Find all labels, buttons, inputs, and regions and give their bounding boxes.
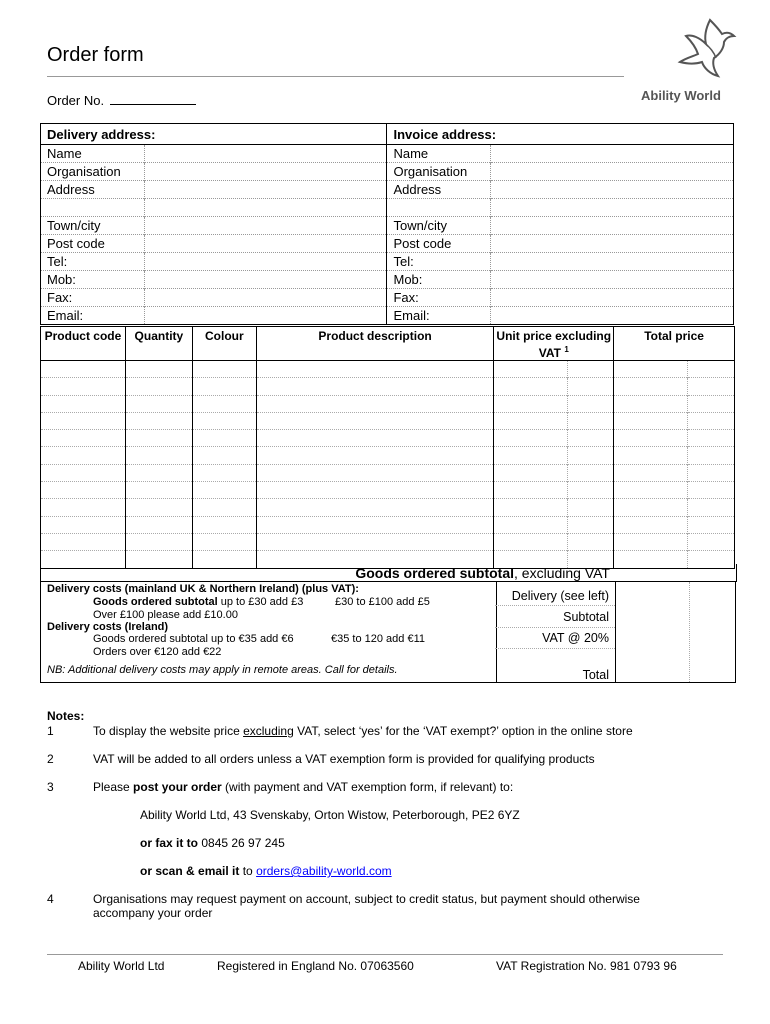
product-row	[41, 464, 735, 481]
fax-number: 0845 26 97 245	[198, 836, 285, 850]
product-colour-cell[interactable]	[192, 516, 256, 533]
invoice-address-heading: Invoice address:	[387, 124, 734, 145]
invoice-field-input[interactable]	[491, 307, 734, 325]
product-description-cell[interactable]	[256, 464, 494, 481]
postal-address: Ability World Ltd, 43 Svenskaby, Orton Wistow, Peterborough, PE2 6YZ	[140, 808, 520, 822]
invoice-field-input[interactable]	[491, 235, 734, 253]
ie-delivery-line1: Goods ordered subtotal up to €35 add €6	[93, 633, 294, 645]
invoice-field-input[interactable]	[491, 253, 734, 271]
footer-registration: Registered in England No. 07063560	[217, 959, 414, 973]
product-code-cell[interactable]	[41, 412, 126, 429]
invoice-field-label: Name	[387, 145, 491, 163]
product-total-price-pence-cell[interactable]	[688, 499, 735, 516]
product-quantity-cell[interactable]	[125, 361, 192, 378]
delivery-nb: NB: Additional delivery costs may apply in remote areas. Call for details.	[47, 664, 398, 676]
product-description-cell[interactable]	[256, 361, 494, 378]
notes-heading: Notes:	[47, 709, 85, 723]
product-description-cell[interactable]	[256, 447, 494, 464]
delivery-field-label: Address	[41, 181, 145, 199]
summary-divider	[495, 627, 615, 628]
product-table	[40, 326, 735, 569]
product-quantity-cell[interactable]	[125, 447, 192, 464]
invoice-field-label: Email:	[387, 307, 491, 325]
product-total-price-cell[interactable]	[614, 516, 688, 533]
product-unit-price-pence-cell[interactable]	[568, 447, 614, 464]
ie-delivery-line1b: €35 to 120 add €11	[331, 633, 425, 645]
invoice-field-label: Organisation	[387, 163, 491, 181]
address-row	[41, 271, 734, 289]
col-unit-price	[494, 327, 614, 361]
product-total-price-cell[interactable]	[614, 430, 688, 447]
product-unit-price-cell[interactable]	[494, 395, 568, 412]
product-code-cell[interactable]	[41, 464, 126, 481]
delivery-field-input[interactable]	[144, 307, 387, 325]
product-quantity-cell[interactable]	[125, 499, 192, 516]
product-unit-price-cell[interactable]	[494, 464, 568, 481]
product-row	[41, 516, 735, 533]
address-row	[41, 235, 734, 253]
product-colour-cell[interactable]	[192, 464, 256, 481]
product-row	[41, 378, 735, 395]
product-total-price-cell[interactable]	[614, 412, 688, 429]
uk-line1-bold: Goods ordered subtotal	[93, 596, 218, 608]
invoice-field-label: Tel:	[387, 253, 491, 271]
footer-vat-registration: VAT Registration No. 981 0793 96	[496, 959, 677, 973]
orders-email-link[interactable]: orders@ability-world.com	[256, 864, 392, 878]
note-3-a: Please	[93, 780, 134, 794]
product-quantity-cell[interactable]	[125, 533, 192, 550]
order-no-blank[interactable]	[110, 93, 196, 105]
product-quantity-cell[interactable]	[125, 395, 192, 412]
product-code-cell[interactable]	[41, 361, 126, 378]
product-unit-price-pence-cell[interactable]	[568, 361, 614, 378]
delivery-field-input[interactable]	[144, 163, 387, 181]
product-unit-price-pence-cell[interactable]	[568, 395, 614, 412]
product-total-price-pence-cell[interactable]	[688, 395, 735, 412]
product-unit-price-cell[interactable]	[494, 361, 568, 378]
invoice-field-label: Address	[387, 181, 491, 199]
delivery-field-label	[41, 199, 145, 217]
product-unit-price-pence-cell[interactable]	[568, 533, 614, 550]
invoice-field-label	[387, 199, 491, 217]
product-total-price-cell[interactable]	[614, 499, 688, 516]
product-code-cell[interactable]	[41, 482, 126, 499]
product-unit-price-cell[interactable]	[494, 482, 568, 499]
address-row	[41, 217, 734, 235]
product-unit-price-cell[interactable]	[494, 499, 568, 516]
note-1-a: To display the website price	[93, 724, 244, 738]
product-row	[41, 361, 735, 378]
product-unit-price-pence-cell[interactable]	[568, 464, 614, 481]
note-4-line2: accompany your order	[93, 906, 213, 920]
order-summary-box	[495, 581, 736, 683]
product-colour-cell[interactable]	[192, 395, 256, 412]
delivery-field-input[interactable]	[144, 181, 387, 199]
product-total-price-cell[interactable]	[614, 378, 688, 395]
product-row	[41, 533, 735, 550]
address-table	[40, 123, 734, 325]
product-code-cell[interactable]	[41, 430, 126, 447]
note-1-number: 1	[47, 724, 54, 738]
product-total-price-pence-cell[interactable]	[688, 482, 735, 499]
address-row	[41, 145, 734, 163]
product-unit-price-cell[interactable]	[494, 533, 568, 550]
product-total-price-pence-cell[interactable]	[688, 464, 735, 481]
email-line	[140, 864, 392, 878]
delivery-field-input[interactable]	[144, 271, 387, 289]
note-3-number: 3	[47, 780, 54, 794]
product-total-price-cell[interactable]	[614, 361, 688, 378]
note-4-line1: Organisations may request payment on account, subject to credit status, but payment should otherwise	[93, 892, 640, 906]
invoice-field-input[interactable]	[491, 289, 734, 307]
product-unit-price-cell[interactable]	[494, 430, 568, 447]
product-total-price-cell[interactable]	[614, 464, 688, 481]
product-colour-cell[interactable]	[192, 499, 256, 516]
unit-price-footnote: 1	[564, 345, 569, 354]
note-2: VAT will be added to all orders unless a VAT exemption form is provided for qualifying products	[93, 752, 595, 766]
order-no-field[interactable]	[47, 93, 196, 108]
delivery-field-label: Name	[47, 146, 82, 161]
product-code-cell[interactable]	[41, 516, 126, 533]
invoice-field-input[interactable]	[491, 271, 734, 289]
product-total-price-pence-cell[interactable]	[688, 533, 735, 550]
product-total-price-pence-cell[interactable]	[688, 361, 735, 378]
note-1-underline: excluding	[243, 724, 294, 738]
note-3-bold: post your order	[133, 780, 222, 794]
product-total-price-pence-cell[interactable]	[688, 412, 735, 429]
product-colour-cell[interactable]	[192, 447, 256, 464]
uk-line1-rest: up to £30 add £3	[217, 596, 304, 608]
email-to: to	[239, 864, 257, 878]
product-code-cell[interactable]	[41, 395, 126, 412]
product-code-cell[interactable]	[41, 378, 126, 395]
product-description-cell[interactable]	[256, 378, 494, 395]
address-row	[41, 253, 734, 271]
address-row	[41, 163, 734, 181]
product-colour-cell[interactable]	[192, 482, 256, 499]
note-2-number: 2	[47, 752, 54, 766]
delivery-field-label: Post code	[41, 235, 145, 253]
product-total-price-cell[interactable]	[614, 447, 688, 464]
product-description-cell[interactable]	[256, 516, 494, 533]
delivery-field-input[interactable]	[144, 235, 387, 253]
product-code-cell[interactable]	[41, 533, 126, 550]
invoice-field-input[interactable]	[491, 145, 734, 163]
invoice-field-label: Town/city	[387, 217, 491, 235]
product-unit-price-cell[interactable]	[494, 378, 568, 395]
delivery-field-input[interactable]	[144, 199, 387, 217]
product-description-cell[interactable]	[256, 533, 494, 550]
product-colour-cell[interactable]	[192, 378, 256, 395]
product-description-cell[interactable]	[256, 482, 494, 499]
goods-subtotal-row	[40, 564, 737, 582]
delivery-field-label: Tel:	[41, 253, 145, 271]
product-total-price-pence-cell[interactable]	[688, 378, 735, 395]
uk-delivery-heading: Delivery costs (mainland UK & Northern Ireland) (plus VAT):	[47, 583, 359, 595]
ie-delivery-heading: Delivery costs (Ireland)	[47, 621, 169, 633]
fax-label: or fax it to	[140, 836, 199, 850]
product-quantity-cell[interactable]	[125, 378, 192, 395]
fax-line	[140, 836, 285, 850]
note-1	[93, 724, 633, 738]
product-row	[41, 430, 735, 447]
product-row	[41, 499, 735, 516]
product-unit-price-pence-cell[interactable]	[568, 499, 614, 516]
invoice-field-input[interactable]	[491, 163, 734, 181]
product-row	[41, 447, 735, 464]
product-colour-cell[interactable]	[192, 533, 256, 550]
note-3-b: (with payment and VAT exemption form, if relevant) to:	[221, 780, 514, 794]
summary-delivery-label: Delivery (see left)	[511, 589, 609, 603]
invoice-field-label: Post code	[387, 235, 491, 253]
footer-divider	[47, 954, 723, 955]
note-1-b: VAT, select ‘yes’ for the ‘VAT exempt?’ option in the online store	[293, 724, 633, 738]
product-unit-price-cell[interactable]	[494, 412, 568, 429]
delivery-field-input[interactable]	[144, 253, 387, 271]
product-description-cell[interactable]	[256, 412, 494, 429]
product-code-cell[interactable]	[41, 447, 126, 464]
page-title: Order form	[47, 44, 144, 66]
title-divider	[47, 76, 624, 77]
product-colour-cell[interactable]	[192, 430, 256, 447]
delivery-field-label: Fax:	[41, 289, 145, 307]
unit-price-label: Unit price excluding VAT	[496, 329, 612, 360]
col-description: Product description	[256, 327, 494, 361]
address-row	[41, 307, 734, 325]
dove-logo-icon	[640, 18, 740, 88]
product-quantity-cell[interactable]	[125, 516, 192, 533]
email-label: or scan & email it	[140, 864, 240, 878]
delivery-field-input[interactable]	[144, 289, 387, 307]
summary-total-label: Total	[582, 668, 609, 682]
product-row	[41, 412, 735, 429]
product-total-price-pence-cell[interactable]	[688, 516, 735, 533]
summary-subtotal-label: Subtotal	[563, 610, 609, 624]
product-total-price-cell[interactable]	[614, 482, 688, 499]
note-3	[93, 780, 513, 794]
product-quantity-cell[interactable]	[125, 482, 192, 499]
product-total-price-pence-cell[interactable]	[688, 430, 735, 447]
footer-company: Ability World Ltd	[78, 959, 165, 973]
product-total-price-cell[interactable]	[614, 533, 688, 550]
delivery-field-label: Town/city	[41, 217, 145, 235]
product-row	[41, 482, 735, 499]
uk-delivery-line1b: £30 to £100 add £5	[335, 596, 430, 608]
product-unit-price-pence-cell[interactable]	[568, 378, 614, 395]
col-quantity: Quantity	[125, 327, 192, 361]
ie-delivery-line2: Orders over €120 add €22	[93, 646, 222, 658]
delivery-field-label: Email:	[41, 307, 145, 325]
invoice-field-label: Mob:	[387, 271, 491, 289]
summary-divider	[495, 648, 615, 649]
note-4-number: 4	[47, 892, 54, 906]
invoice-field-input[interactable]	[491, 217, 734, 235]
product-description-cell[interactable]	[256, 430, 494, 447]
delivery-address-heading: Delivery address:	[41, 124, 387, 145]
order-no-label: Order No.	[47, 93, 105, 108]
delivery-costs-box	[40, 581, 497, 683]
product-colour-cell[interactable]	[192, 412, 256, 429]
address-row	[41, 289, 734, 307]
product-total-price-cell[interactable]	[614, 395, 688, 412]
product-unit-price-pence-cell[interactable]	[568, 412, 614, 429]
product-unit-price-pence-cell[interactable]	[568, 430, 614, 447]
summary-vat-label: VAT @ 20%	[542, 631, 609, 645]
address-row	[41, 199, 734, 217]
product-description-cell[interactable]	[256, 395, 494, 412]
delivery-field-input[interactable]	[144, 217, 387, 235]
product-quantity-cell[interactable]	[125, 430, 192, 447]
summary-divider	[495, 605, 615, 606]
product-row	[41, 395, 735, 412]
product-unit-price-pence-cell[interactable]	[568, 482, 614, 499]
goods-subtotal-label: Goods ordered subtotal	[355, 565, 515, 581]
col-total-price: Total price	[614, 327, 735, 361]
product-total-price-pence-cell[interactable]	[688, 447, 735, 464]
goods-subtotal-suffix: , excluding VAT	[514, 565, 610, 581]
product-quantity-cell[interactable]	[125, 412, 192, 429]
product-unit-price-cell[interactable]	[494, 516, 568, 533]
col-product-code: Product code	[41, 327, 126, 361]
uk-delivery-line1	[93, 596, 303, 609]
delivery-field-label: Organisation	[41, 163, 145, 181]
delivery-field-input[interactable]	[144, 145, 387, 163]
address-row	[41, 181, 734, 199]
product-colour-cell[interactable]	[192, 361, 256, 378]
uk-delivery-line2: Over £100 please add £10.00	[93, 609, 238, 621]
product-quantity-cell[interactable]	[125, 464, 192, 481]
product-unit-price-pence-cell[interactable]	[568, 516, 614, 533]
product-unit-price-cell[interactable]	[494, 447, 568, 464]
product-description-cell[interactable]	[256, 499, 494, 516]
invoice-field-input[interactable]	[491, 199, 734, 217]
invoice-field-input[interactable]	[491, 181, 734, 199]
summary-split	[689, 582, 690, 682]
delivery-field-label: Mob:	[41, 271, 145, 289]
summary-split	[615, 582, 616, 682]
invoice-field-label: Fax:	[387, 289, 491, 307]
col-colour: Colour	[192, 327, 256, 361]
logo-text: Ability World	[641, 88, 721, 103]
product-code-cell[interactable]	[41, 499, 126, 516]
